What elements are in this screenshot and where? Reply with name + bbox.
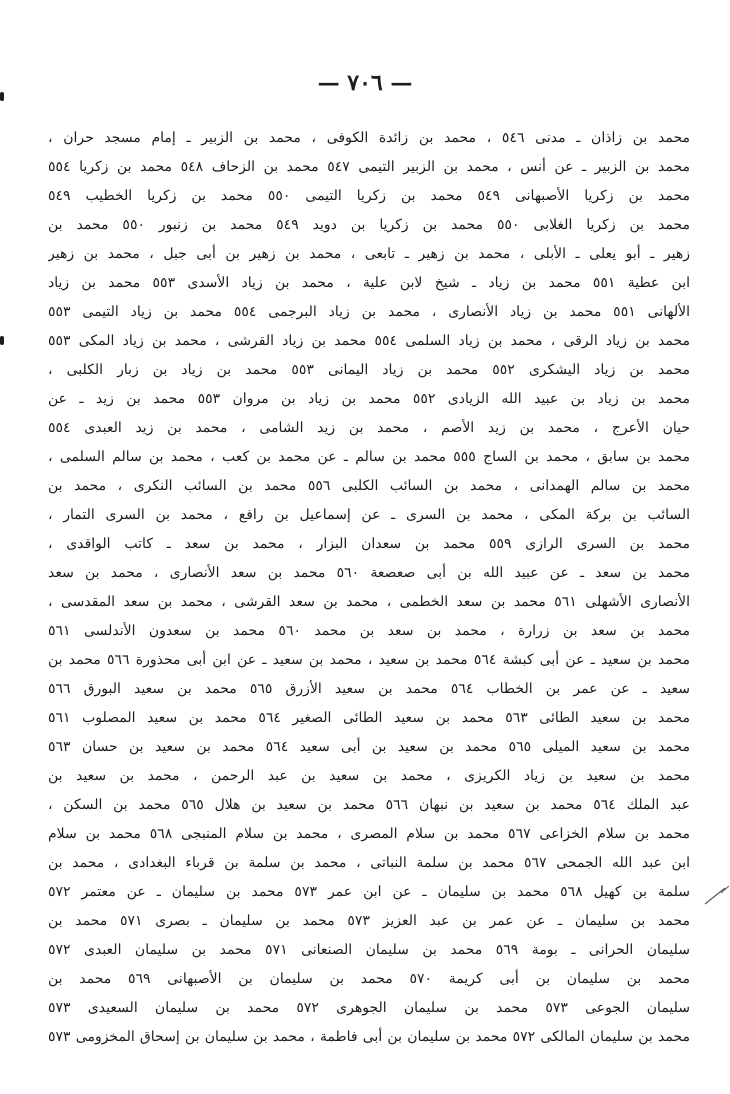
index-line: محمد بن سعيد بن زياد الكريزى ، محمد بن سعيد بن عبد الرحمن ، محمد بن سعيد بن — [48, 768, 690, 784]
index-line: محمد بن زكريا الأصبهانى ٥٤٩ محمد بن زكريا التيمى ٥٥٠ محمد بن زكريا الخطيب ٥٤٩ — [48, 188, 690, 204]
index-line: محمد بن سعيد الميلى ٥٦٥ محمد بن سعيد بن أبى سعيد ٥٦٤ محمد بن سعيد بن حسان ٥٦٣ — [48, 739, 690, 755]
index-line: ابن عبد الله الجمحى ٥٦٧ محمد بن سلمة النباتى ، محمد بن سلمة بن قرباء البغدادى ، محمد بن — [48, 855, 690, 871]
index-line: محمد بن سعيد ـ عن أبى كبشة ٥٦٤ محمد بن سعيد ، محمد بن سعيد ـ عن ابن أبى محذورة ٥٦٦ محمد بن — [48, 652, 690, 668]
index-line: محمد بن سالم الهمدانى ، محمد بن السائب الكلبى ٥٥٦ محمد بن السائب النكرى ، محمد بن — [48, 478, 690, 494]
index-line: محمد بن زياد بن عبيد الله الزيادى ٥٥٢ محمد بن زياد بن مروان ٥٥٣ محمد بن زيد ـ عن — [48, 391, 690, 407]
index-line: محمد بن سعد ـ عن عبيد الله بن أبى صعصعة ٥٦٠ محمد بن سعد الأنصارى ، محمد بن سعد — [48, 565, 690, 581]
pencil-mark — [703, 884, 730, 908]
index-line: محمد بن زياد اليشكرى ٥٥٢ محمد بن زياد اليمانى ٥٥٣ محمد بن زياد بن زبار الكلبى ، — [48, 362, 690, 378]
index-line: عبد الملك ٥٦٤ محمد بن سعيد بن نبهان ٥٦٦ محمد بن سعيد بن هلال ٥٦٥ محمد بن السكن ، — [48, 797, 690, 813]
index-line: محمد بن السرى الرازى ٥٥٩ محمد بن سعدان البزار ، محمد بن سعد ـ كاتب الواقدى ، — [48, 536, 690, 552]
index-line: محمد بن الزبير ـ عن أنس ، محمد بن الزبير التيمى ٥٤٧ محمد بن الزحاف ٥٤٨ محمد بن زكريا ٥٥٤ — [48, 159, 690, 175]
index-line: سليمان الحرانى ـ بومة ٥٦٩ محمد بن سليمان الصنعانى ٥٧١ محمد بن سليمان العبدى ٥٧٢ — [48, 942, 690, 958]
index-line: محمد بن سعيد الطائى ٥٦٣ محمد بن سعيد الطائى الصغير ٥٦٤ محمد بن سعيد المصلوب ٥٦١ — [48, 710, 690, 726]
page-number: — ٧٠٦ — — [317, 70, 413, 96]
index-line: محمد بن زاذان ـ مدنى ٥٤٦ ، محمد بن زائدة الكوفى ، محمد بن الزبير ـ إمام مسجد حران ، — [48, 130, 690, 146]
index-line: محمد بن زياد الرقى ، محمد بن زياد السلمى ٥٥٤ محمد بن زياد القرشى ، محمد بن زياد المكى ٥٥٣ — [48, 333, 690, 349]
index-line: الألهانى ٥٥١ محمد بن زياد الأنصارى ، محمد بن زياد البرجمى ٥٥٤ محمد بن زياد التيمى ٥٥٣ — [48, 304, 690, 320]
index-line: محمد بن سليمان ـ عن عمر بن عبد العزيز ٥٧٣ محمد بن سليمان ـ بصرى ٥٧١ محمد بن — [48, 913, 690, 929]
index-line: محمد بن زكريا الغلابى ٥٥٠ محمد بن زكريا بن دويد ٥٤٩ محمد بن زنبور ٥٥٠ محمد بن — [48, 217, 690, 233]
index-line: محمد بن سليمان بن أبى كريمة ٥٧٠ محمد بن سليمان بن الأصبهانى ٥٦٩ محمد بن — [48, 971, 690, 987]
index-line: سليمان الجوعى ٥٧٣ محمد بن سليمان الجوهرى ٥٧٢ محمد بن سليمان السعيدى ٥٧٣ — [48, 1000, 690, 1016]
index-line: سلمة بن كهيل ٥٦٨ محمد بن سليمان ـ عن ابن عمر ٥٧٣ محمد بن سليمان ـ عن معتمر ٥٧٢ — [48, 884, 690, 900]
index-line: محمد بن سابق ، محمد بن الساج ٥٥٥ محمد بن سالم ـ عن محمد بن كعب ، محمد بن سالم السلمى ، — [48, 449, 690, 465]
index-line: سعيد ـ عن عمر بن الخطاب ٥٦٤ محمد بن سعيد الأزرق ٥٦٥ محمد بن سعيد البورق ٥٦٦ — [48, 681, 690, 697]
index-line: السائب بن بركة المكى ، محمد بن السرى ـ عن إسماعيل بن رافع ، محمد بن السرى التمار ، — [48, 507, 690, 523]
index-line: ابن عطية ٥٥١ محمد بن زياد ـ شيخ لابن علية ، محمد بن زياد الأسدى ٥٥٣ محمد بن زياد — [48, 275, 690, 291]
index-line: زهير ـ أبو يعلى ـ الأبلى ، محمد بن زهير ـ تابعى ، محمد بن زهير بن أبى جبل ، محمد بن زهير — [48, 246, 690, 262]
margin-mark-middle — [0, 336, 4, 345]
index-line: الأنصارى الأشهلى ٥٦١ محمد بن سعد الخطمى ، محمد بن سعد القرشى ، محمد بن سعد المقدسى ، — [48, 594, 690, 610]
index-line: حيان الأعرج ، محمد بن زيد الأصم ، محمد بن زيد الشامى ، محمد بن زيد العبدى ٥٥٤ — [48, 420, 690, 436]
index-line: محمد بن سلام الخزاعى ٥٦٧ محمد بن سلام المصرى ، محمد بن سلام المنبجى ٥٦٨ محمد بن سلام — [48, 826, 690, 842]
index-body — [48, 124, 690, 1052]
index-line: محمد بن سعد بن زرارة ، محمد بن سعد بن محمد ٥٦٠ محمد بن سعدون الأندلسى ٥٦١ — [48, 623, 690, 639]
index-line: محمد بن سليمان المالكى ٥٧٢ محمد بن سليمان بن أبى فاطمة ، محمد بن سليمان بن إسحاق المخزومى ٥٧٣ — [48, 1029, 690, 1045]
